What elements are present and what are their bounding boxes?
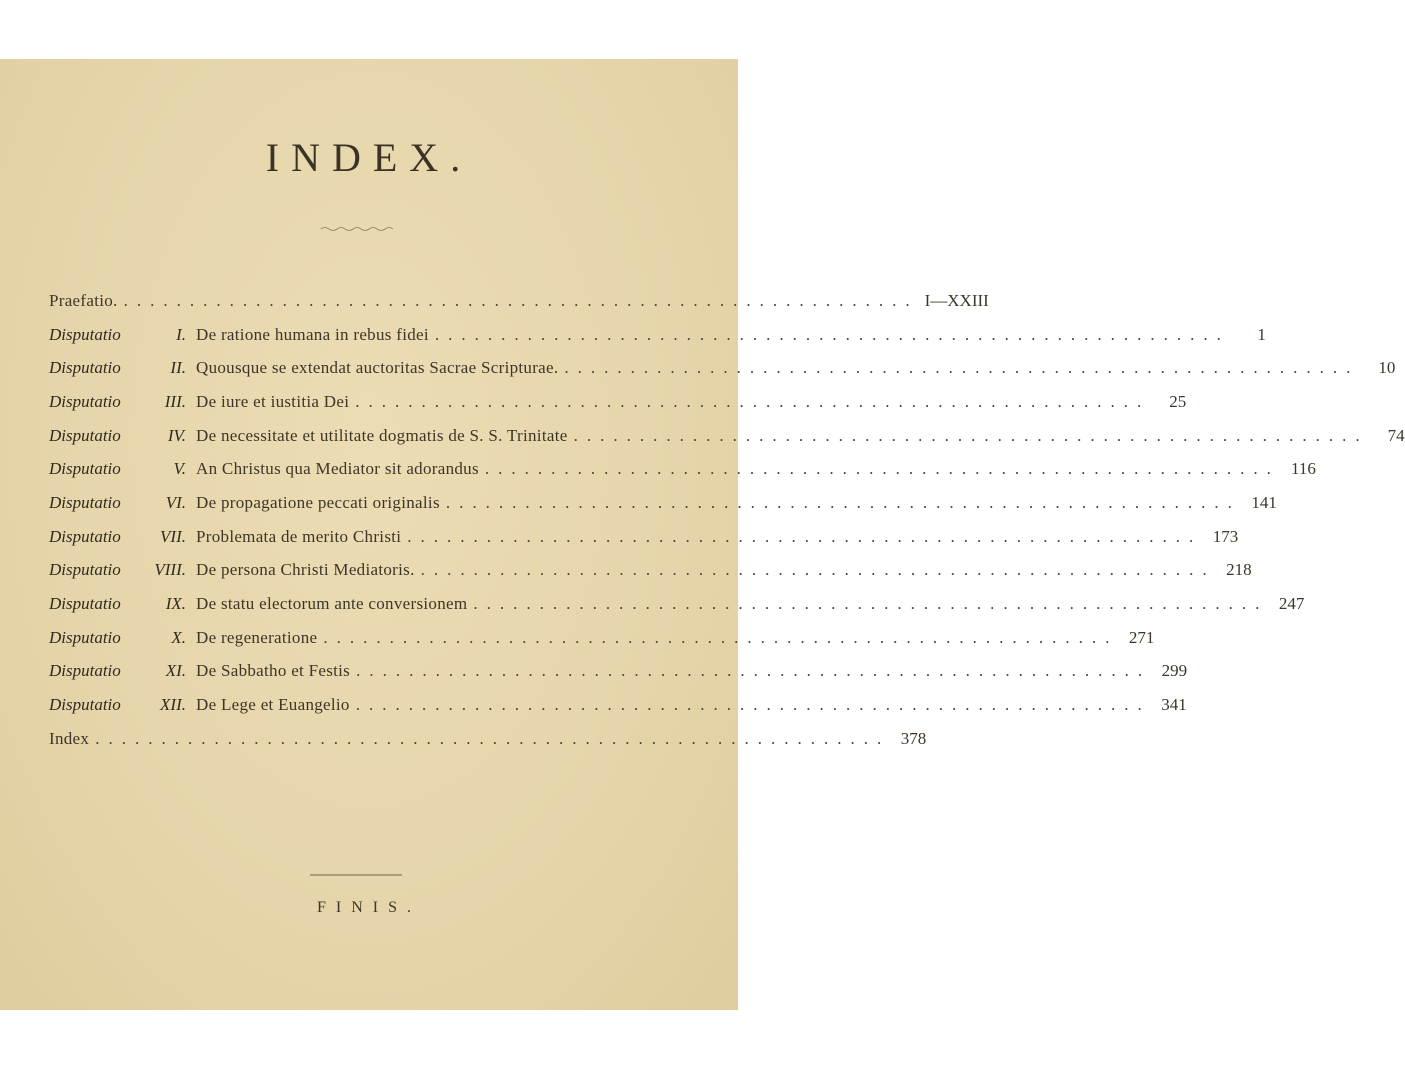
toc-entry[interactable] [49,688,1187,722]
page-number: 173 [1212,526,1239,546]
entry-title: De propagatione peccati originalis [196,492,440,512]
dot-leader: ............................................................ [407,526,1203,546]
entry-title: Index [49,728,90,748]
toc-entry[interactable] [49,554,1252,588]
toc-entry[interactable] [49,587,1305,621]
toc-entry[interactable] [49,621,1155,655]
entry-title: De Lege et Euangelio [196,695,350,715]
dot-leader: ............................................................ [564,358,1360,378]
toc-entry[interactable] [49,385,1187,419]
dot-leader: ............................................................ [573,425,1369,445]
toc-entry[interactable] [49,722,927,756]
page-number: 141 [1251,492,1277,512]
disputatio-label: Disputatio [49,459,121,479]
disputatio-number: III. [164,391,186,411]
entry-title: An Christus qua Mediator sit adorandus [196,459,479,479]
disputatio-label: Disputatio [49,358,121,378]
entry-title: Quousque se extendat auctoritas Sacrae Scripturae. [196,358,559,378]
disputatio-label: Disputatio [49,492,121,512]
page-title: INDEX. [265,135,473,180]
dot-leader: ............................................................ [445,492,1241,512]
entry-title: De statu electorum ante conversionem [196,594,468,614]
dot-leader: ............................................................ [355,695,1151,715]
disputatio-label: Disputatio [49,425,121,445]
page-number: 271 [1128,627,1155,647]
table-of-contents [49,284,1405,756]
disputatio-number: I. [176,324,186,344]
disputatio-label: Disputatio [49,695,121,715]
disputatio-number: X. [171,627,186,647]
entry-title: De ratione humana in rebus fidei [196,324,429,344]
disputatio-label: Disputatio [49,526,121,546]
disputatio-number: V. [173,459,186,479]
dot-leader: ............................................................ [420,560,1216,580]
ornament-divider [319,225,397,231]
dot-leader: ............................................................ [123,290,919,310]
entry-title: De regeneratione [196,627,318,647]
page-number: 1 [1257,324,1266,344]
page-number: 218 [1226,560,1252,580]
page-number: 247 [1278,594,1305,614]
dot-leader: ............................................................ [434,324,1230,344]
dot-leader: ............................................................ [95,728,891,748]
page-number: 341 [1161,695,1187,715]
toc-entry[interactable] [49,452,1316,486]
toc-entry[interactable] [49,318,1266,352]
disputatio-number: II. [170,358,186,378]
disputatio-label: Disputatio [49,391,121,411]
disputatio-number: VIII. [154,560,186,580]
page-number: I—XXIII [924,290,989,310]
dot-leader: ............................................................ [355,391,1151,411]
disputatio-label: Disputatio [49,324,121,344]
disputatio-label: Disputatio [49,560,121,580]
entry-title: Problemata de merito Christi [196,526,402,546]
entry-title: De iure et iustitia Dei [196,391,350,411]
page-number: 74 [1387,425,1405,445]
dot-leader: ............................................................ [356,661,1152,681]
dot-leader: ............................................................ [473,594,1269,614]
toc-entry[interactable] [49,486,1277,520]
toc-entry[interactable] [49,520,1239,554]
disputatio-number: VII. [160,526,186,546]
page-number: 378 [900,728,927,748]
disputatio-number: VI. [165,492,186,512]
disputatio-number: IX. [165,594,186,614]
closing-rule [310,874,402,876]
disputatio-number: IV. [167,425,186,445]
disputatio-label: Disputatio [49,661,121,681]
disputatio-number: XI. [165,661,186,681]
dot-leader: ............................................................ [484,459,1280,479]
entry-title: Praefatio. [49,290,118,310]
page-number: 116 [1291,459,1316,479]
book-page [0,59,1405,1010]
page-number: 299 [1161,661,1188,681]
entry-title: De Sabbatho et Festis [196,661,351,681]
entry-title: De persona Christi Mediatoris. [196,560,415,580]
disputatio-label: Disputatio [49,594,121,614]
disputatio-number: XII. [160,695,186,715]
toc-entry[interactable] [49,351,1396,385]
page-number: 10 [1378,358,1396,378]
toc-entry[interactable] [49,419,1405,453]
entry-title: De necessitate et utilitate dogmatis de S. S. Trinitate [196,425,568,445]
finis-text: FINIS. [316,899,421,916]
toc-entry[interactable] [49,284,989,318]
disputatio-label: Disputatio [49,627,121,647]
toc-entry[interactable] [49,655,1188,689]
page-number: 25 [1169,391,1187,411]
dot-leader: ............................................................ [323,627,1119,647]
